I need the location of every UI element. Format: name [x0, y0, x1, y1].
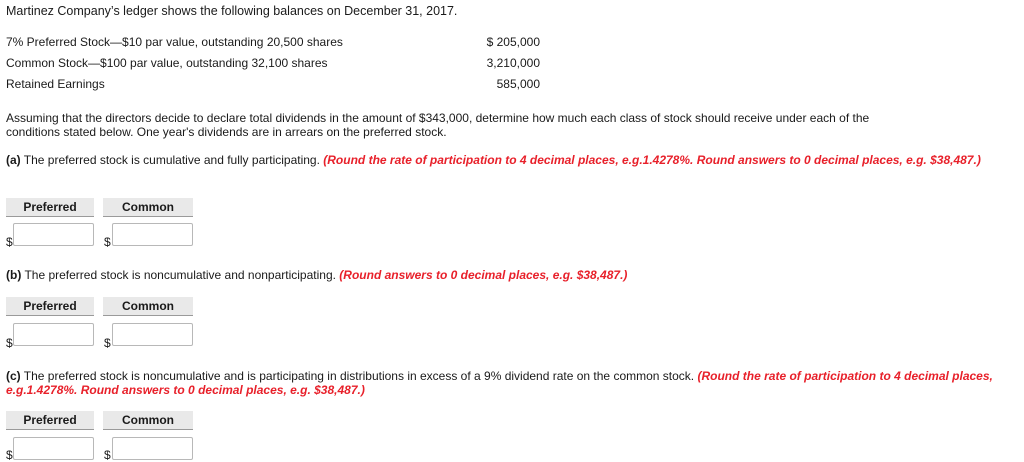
part-text: The preferred stock is noncumulative and nonparticipating.	[21, 268, 340, 282]
ledger-label: Retained Earnings	[6, 77, 105, 91]
part-note: (Round answers to 0 decimal places, e.g. $38,487.)	[339, 268, 628, 282]
ledger-amount: 585,000	[496, 77, 540, 91]
part-b-common-header: Common	[103, 297, 193, 316]
part-a-preferred-header: Preferred	[6, 198, 94, 217]
dollar-sign: $	[104, 448, 111, 462]
part-a-preferred-input[interactable]	[13, 223, 94, 246]
part-a-common-input[interactable]	[112, 223, 193, 246]
ledger-label: 7% Preferred Stock—$10 par value, outstanding 20,500 shares	[6, 35, 343, 49]
ledger-amount: $ 205,000	[486, 35, 540, 49]
part-b-preferred-header: Preferred	[6, 297, 94, 316]
part-b-common-input[interactable]	[112, 323, 193, 346]
part-text: The preferred stock is noncumulative and is participating in distributions in excess of a 9% dividend rate on the common stock.	[20, 369, 698, 383]
dollar-sign: $	[6, 448, 13, 462]
part-text: The preferred stock is cumulative and fully participating.	[20, 153, 324, 167]
part-a-common-header: Common	[103, 198, 193, 217]
part-a-question	[6, 153, 1018, 167]
instructions	[6, 111, 996, 139]
dollar-sign: $	[104, 336, 111, 350]
instructions-line: Assuming that the directors decide to declare total dividends in the amount of $343,000, determine how much each class of stock should receive under each of the	[6, 111, 870, 125]
instructions-line: conditions stated below. One year's dividends are in arrears on the preferred stock.	[6, 125, 447, 139]
dollar-sign: $	[6, 336, 13, 350]
part-letter: (c)	[6, 369, 21, 383]
part-letter: (b)	[6, 268, 22, 282]
part-c-question	[6, 369, 1018, 397]
part-c-common-header: Common	[103, 411, 193, 430]
part-letter: (a)	[6, 153, 21, 167]
part-note: (Round the rate of participation to 4 decimal places, e.g.1.4278%. Round answers to 0 decimal places, e.g. $38,487.)	[323, 153, 981, 167]
ledger-amount: 3,210,000	[486, 56, 540, 70]
ledger-row-common	[6, 56, 540, 77]
dollar-sign: $	[104, 235, 111, 249]
ledger-label: Common Stock—$100 par value, outstanding 32,100 shares	[6, 56, 328, 70]
part-b-preferred-input[interactable]	[13, 323, 94, 346]
part-c-common-input[interactable]	[112, 437, 193, 460]
ledger-table	[6, 35, 540, 98]
part-c-preferred-header: Preferred	[6, 411, 94, 430]
part-b-question	[6, 268, 1018, 282]
part-note: (Round the rate of participation to 4 decimal places, e.g.1.4278%. Round answers to 0 decimal places, e.g. $38,487.)	[6, 369, 993, 397]
part-c-preferred-input[interactable]	[13, 437, 94, 460]
intro-text: Martinez Company’s ledger shows the following balances on December 31, 2017.	[6, 4, 458, 18]
ledger-row-retained	[6, 77, 540, 98]
ledger-row-preferred	[6, 35, 540, 56]
dollar-sign: $	[6, 235, 13, 249]
